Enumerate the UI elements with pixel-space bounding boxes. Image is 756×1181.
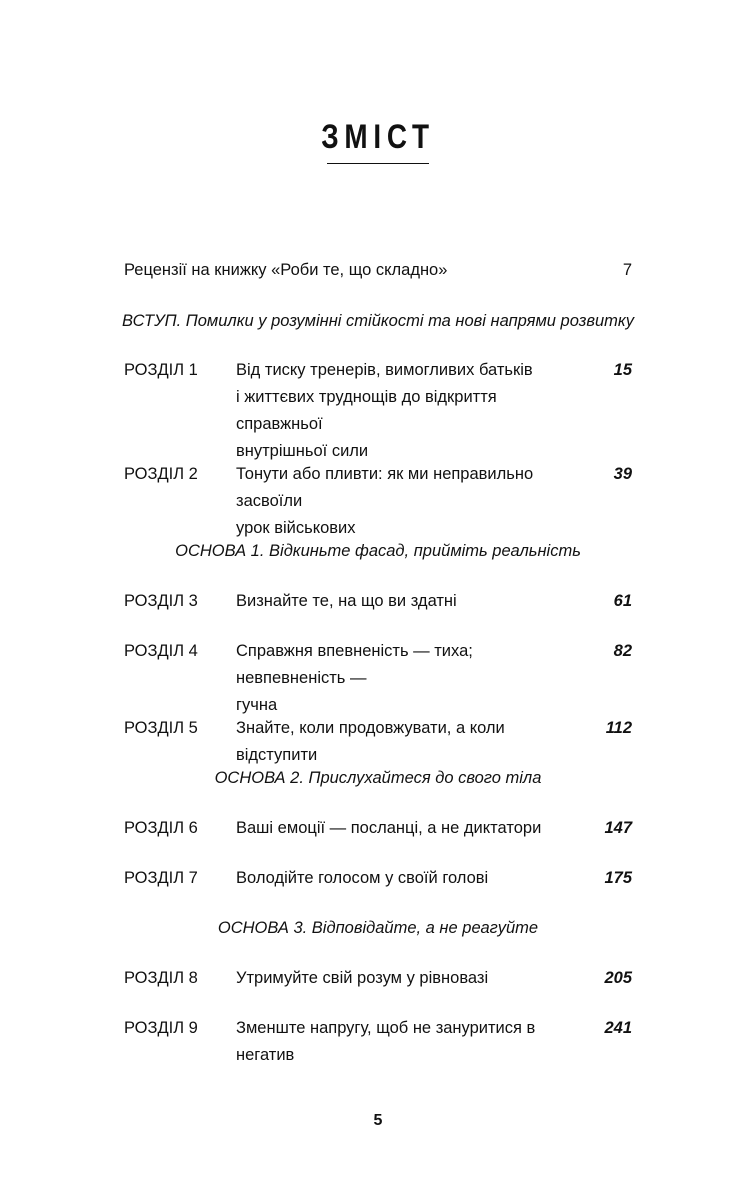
chapter-label: РОЗДІЛ 1	[124, 361, 198, 379]
toc-page-number: 7	[622, 261, 632, 279]
chapter-title-line: гучна	[236, 696, 278, 714]
toc-page-number: 82	[613, 642, 632, 660]
chapter-title-line: Справжня впевненість — тиха; невпевненість —	[236, 642, 473, 687]
chapter-title	[236, 588, 576, 615]
chapter-title	[236, 865, 576, 892]
chapter-label: РОЗДІЛ 4	[124, 642, 198, 660]
chapter-title-line: Від тиску тренерів, вимогливих батьків	[236, 361, 533, 379]
toc-page-number: 15	[613, 361, 632, 379]
toc-page-number: 241	[604, 1019, 632, 1037]
section-heading-part-1[interactable]: ОСНОВА 1. Відкиньте фасад, прийміть реальність	[175, 542, 581, 560]
page-number-footer: 5	[373, 1112, 383, 1129]
chapter-label: РОЗДІЛ 6	[124, 819, 198, 837]
toc-page-number: 61	[613, 592, 632, 610]
toc-page-number: 175	[604, 869, 632, 887]
chapter-title	[236, 815, 576, 842]
chapter-title-line: Визнайте те, на що ви здатні	[236, 592, 457, 610]
title-underline	[327, 163, 429, 164]
section-heading-part-3[interactable]: ОСНОВА 3. Відповідайте, а не реагуйте	[217, 919, 539, 937]
chapter-label: РОЗДІЛ 7	[124, 869, 198, 887]
chapter-title-line: Знайте, коли продовжувати, а коли відступити	[236, 719, 505, 764]
chapter-label: РОЗДІЛ 2	[124, 465, 198, 483]
toc-entry-title: Рецензії на книжку «Роби те, що складно»	[124, 261, 448, 279]
chapter-title-line: і життєвих труднощів до відкриття справжньої	[236, 388, 497, 433]
page-title: ЗМІСТ	[321, 118, 435, 156]
chapter-title	[236, 461, 576, 542]
chapter-label: РОЗДІЛ 3	[124, 592, 198, 610]
chapter-title	[236, 357, 576, 465]
section-heading-part-2[interactable]: ОСНОВА 2. Прислухайтеся до свого тіла	[214, 769, 542, 787]
chapter-title	[236, 965, 576, 992]
chapter-title-line: Тонути або пливти: як ми неправильно засвоїли	[236, 465, 534, 510]
chapter-title	[236, 1015, 576, 1069]
chapter-label: РОЗДІЛ 5	[124, 719, 198, 737]
chapter-title-line: Володійте голосом у своїй голові	[236, 869, 489, 887]
chapter-title	[236, 715, 576, 769]
section-heading-intro[interactable]: ВСТУП. Помилки у розумінні стійкості та нові напрями розвитку	[122, 312, 634, 330]
chapter-title-line: внутрішньої сили	[236, 442, 369, 460]
toc-page-number: 147	[604, 819, 632, 837]
toc-page-number: 205	[604, 969, 632, 987]
chapter-title-line: Ваші емоції — посланці, а не диктатори	[236, 819, 542, 837]
chapter-title	[236, 638, 576, 719]
toc-page-number: 39	[613, 465, 632, 483]
chapter-title-line: урок військових	[236, 519, 356, 537]
chapter-title-line: Утримуйте свій розум у рівновазі	[236, 969, 489, 987]
toc-page-number: 112	[605, 719, 632, 737]
chapter-label: РОЗДІЛ 8	[124, 969, 198, 987]
chapter-label: РОЗДІЛ 9	[124, 1019, 198, 1037]
chapter-title-line: Зменште напругу, щоб не зануритися в негатив	[236, 1019, 536, 1064]
